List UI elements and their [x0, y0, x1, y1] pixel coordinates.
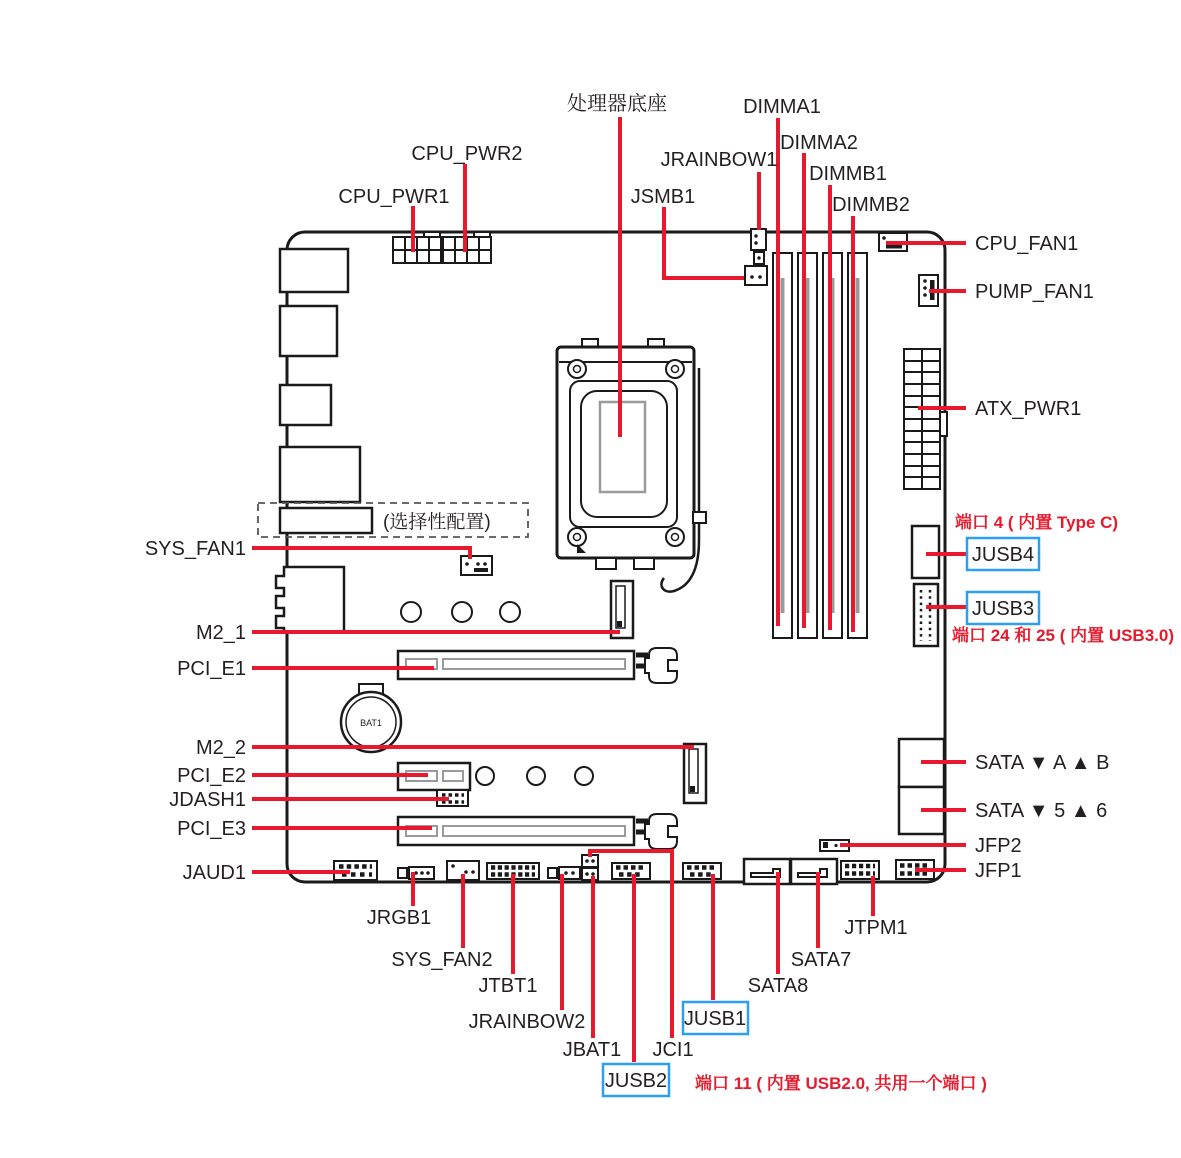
- label-cpu-socket: 处理器底座: [567, 93, 667, 115]
- slot-dimmb1: [823, 253, 842, 638]
- note-jusb2: 端口 11 ( 内置 USB2.0, 共用一个端口 ): [695, 1074, 987, 1093]
- label-jusb1: JUSB1: [683, 1008, 747, 1030]
- cpu-socket: [557, 339, 706, 592]
- label-jsmb1: JSMB1: [630, 186, 696, 208]
- slot-dimmb2: [848, 253, 867, 638]
- label-jfp2: JFP2: [975, 835, 1022, 857]
- label-dimmb2: DIMMB2: [832, 194, 910, 216]
- label-jusb2: JUSB2: [604, 1070, 668, 1092]
- optional-config-label: (选择性配置): [383, 512, 491, 533]
- note-jusb3: 端口 24 和 25 ( 内置 USB3.0): [952, 626, 1175, 645]
- sata8-connector: [744, 859, 790, 884]
- label-dimmb1: DIMMB1: [809, 163, 887, 185]
- label-jtbt1: JTBT1: [478, 975, 538, 997]
- note-jusb4: 端口 4 ( 内置 Type C): [955, 513, 1119, 532]
- label-sys-fan1: SYS_FAN1: [144, 538, 246, 560]
- label-cpu-fan1: CPU_FAN1: [975, 233, 1079, 255]
- label-jfp1: JFP1: [975, 860, 1022, 882]
- label-cpu-pwr1: CPU_PWR1: [338, 186, 450, 208]
- jrgb1-header: [398, 867, 434, 879]
- connector-atx-pwr1: [904, 349, 947, 489]
- label-jtpm1: JTPM1: [844, 917, 908, 939]
- sata7-connector: [791, 859, 837, 884]
- audio-jack-block: [276, 567, 344, 632]
- battery-label: BAT1: [360, 718, 382, 728]
- label-jaud1: JAUD1: [182, 862, 246, 884]
- label-pci-e2: PCI_E2: [177, 765, 246, 787]
- label-jrainbow2: JRAINBOW2: [468, 1011, 586, 1033]
- label-sata-ab: SATA ▼ A ▲ B: [975, 752, 1110, 774]
- label-pump-fan1: PUMP_FAN1: [975, 281, 1094, 303]
- pci-e3-slot: [398, 814, 677, 849]
- connector-jrainbow1: [751, 229, 766, 264]
- m2-2-slot: [684, 744, 706, 803]
- label-pci-e1: PCI_E1: [177, 658, 246, 680]
- jusb1-header: [683, 863, 721, 879]
- label-dimma1: DIMMA1: [743, 96, 821, 118]
- label-m2-2: M2_2: [195, 737, 246, 759]
- jusb2-header: [612, 863, 650, 879]
- jbat1-header: [582, 868, 598, 880]
- label-jdash1: JDASH1: [169, 789, 246, 811]
- label-sata-56: SATA ▼ 5 ▲ 6: [975, 800, 1108, 822]
- label-sata7: SATA7: [790, 949, 852, 971]
- label-jci1: JCI1: [652, 1039, 694, 1061]
- label-dimma2: DIMMA2: [780, 132, 858, 154]
- sys-fan1-header: [461, 556, 492, 575]
- slot-dimma2: [798, 253, 817, 638]
- label-pci-e3: PCI_E3: [177, 818, 246, 840]
- label-jusb3: JUSB3: [971, 598, 1035, 620]
- label-atx-pwr1: ATX_PWR1: [975, 398, 1082, 420]
- label-jrainbow1: JRAINBOW1: [660, 149, 778, 171]
- m2-1-slot: [611, 581, 633, 638]
- label-jbat1: JBAT1: [562, 1039, 622, 1061]
- connector-jusb3: [914, 584, 938, 646]
- connector-jsmb1: [745, 266, 767, 285]
- connector-cpu-pwr1: [393, 232, 441, 263]
- pci-e1-slot: [398, 648, 677, 683]
- label-sata8: SATA8: [747, 975, 809, 997]
- label-jusb4: JUSB4: [971, 544, 1035, 566]
- label-sys-fan2: SYS_FAN2: [391, 949, 493, 971]
- label-m2-1: M2_1: [195, 622, 246, 644]
- label-cpu-pwr2: CPU_PWR2: [411, 143, 523, 165]
- label-jrgb1: JRGB1: [366, 907, 432, 929]
- slot-dimma1: [773, 253, 792, 638]
- mount-holes-row1: [401, 602, 520, 622]
